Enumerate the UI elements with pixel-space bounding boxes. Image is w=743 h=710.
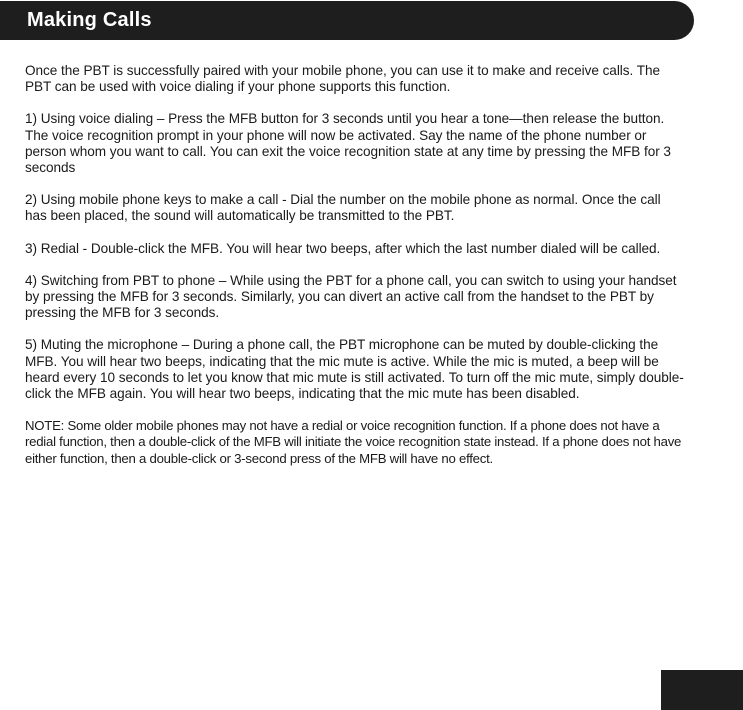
section-header-bar: [0, 1, 694, 40]
note-text: Some older mobile phones may not have a redial or voice recognition function. If a phone does not have a redial function, then a double-click of the MFB will initiate the voice recognition state instead. If a phone does not have either function, then a double-click or 3-second press of the MFB will have no effect.: [25, 418, 682, 466]
step-muting: 5) Muting the microphone – During a phone call, the PBT microphone can be muted by double-clicking the MFB. You will hear two beeps, indicating that the mic mute is active. While the mic is muted, a beep will be heard every 10 seconds to let you know that mic mute is still activated. To turn off the mic mute, simply double-click the MFB again. You will hear two beeps, indicating that the mic mute has been disabled.: [25, 337, 684, 402]
page-corner-tab: [661, 670, 743, 710]
section-title: Making Calls: [27, 9, 152, 31]
step-switching: 4) Switching from PBT to phone – While using the PBT for a phone call, you can switch to using your handset by pressing the MFB for 3 seconds. Similarly, you can divert an active call from the handset to the PBT by pressing the MFB for 3 seconds.: [25, 272, 677, 321]
intro-paragraph: Once the PBT is successfully paired with your mobile phone, you can use it to make and receive calls. The PBT can be used with voice dialing if your phone supports this function.: [25, 63, 660, 95]
section-body: [25, 63, 685, 483]
step-voice-dialing: 1) Using voice dialing – Press the MFB button for 3 seconds until you hear a tone—then release the button. The voice recognition prompt in your phone will now be activated. Say the name of the phone number or person whom you want to call. You can exit the voice recognition state at any time by pressing the MFB for 3 seconds: [25, 111, 671, 176]
step-redial: 3) Redial - Double-click the MFB. You will hear two beeps, after which the last number dialed will be called.: [25, 240, 661, 256]
note-label: NOTE:: [25, 418, 65, 434]
step-phone-keys: 2) Using mobile phone keys to make a call - Dial the number on the mobile phone as normal. Once the call has been placed, the sound will automatically be transmitted to the PBT.: [25, 192, 661, 224]
note-paragraph: [25, 418, 685, 467]
